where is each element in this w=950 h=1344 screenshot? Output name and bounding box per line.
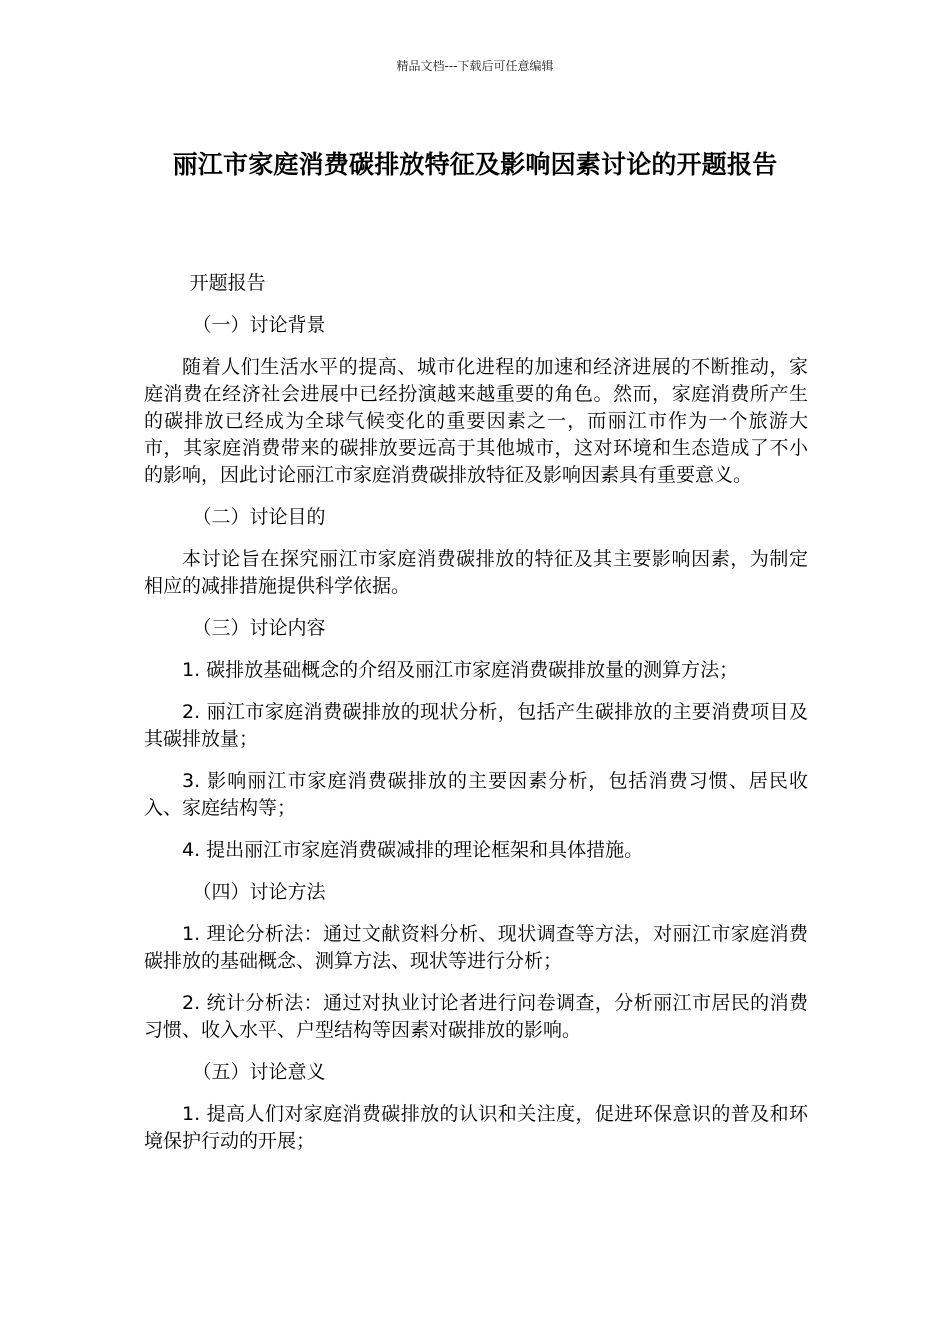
page-header-watermark: 精品文档---下载后可任意编辑 — [396, 59, 554, 73]
document-title: 丽江市家庭消费碳排放特征及影响因素讨论的开题报告 — [172, 150, 778, 179]
section-heading-significance: （五）讨论意义 — [192, 1061, 326, 1083]
method-item-1: 1. 理论分析法：通过文献资料分析、现状调查等方法，对丽江市家庭消费碳排放的基础概念、测算方法、现状等进行分析； — [144, 923, 808, 972]
content-item-4: 4. 提出丽江市家庭消费碳减排的理论框架和具体措施。 — [182, 839, 644, 861]
report-label: 开题报告 — [189, 272, 266, 294]
section-heading-purpose: （二）讨论目的 — [192, 506, 326, 528]
significance-item-1: 1. 提高人们对家庭消费碳排放的认识和关注度，促进环保意识的普及和环境保护行动的开展； — [144, 1103, 808, 1152]
section-heading-content: （三）讨论内容 — [192, 617, 326, 639]
document-body — [144, 270, 808, 1170]
content-item-1: 1. 碳排放基础概念的介绍及丽江市家庭消费碳排放量的测算方法； — [182, 659, 739, 681]
background-paragraph: 随着人们生活水平的提高、城市化进程的加速和经济进展的不断推动，家庭消费在经济社会进展中已经扮演越来越重要的角色。然而，家庭消费所产生的碳排放已经成为全球气候变化的重要因素之一，而丽江市作为一个旅游大市，其家庭消费带来的碳排放要远高于其他城市，这对环境和生态造成了不小的影响，因此讨论丽江市家庭消费碳排放特征及影响因素具有重要意义。 — [144, 356, 808, 486]
section-heading-method: （四）讨论方法 — [192, 881, 326, 903]
purpose-paragraph: 本讨论旨在探究丽江市家庭消费碳排放的特征及其主要影响因素，为制定相应的减排措施提供科学依据。 — [144, 548, 808, 597]
section-heading-background: （一）讨论背景 — [192, 314, 326, 336]
content-item-2: 2. 丽江市家庭消费碳排放的现状分析，包括产生碳排放的主要消费项目及其碳排放量； — [144, 701, 808, 750]
method-item-2: 2. 统计分析法：通过对执业讨论者进行问卷调查，分析丽江市居民的消费习惯、收入水平、户型结构等因素对碳排放的影响。 — [144, 992, 808, 1041]
content-item-3: 3. 影响丽江市家庭消费碳排放的主要因素分析，包括消费习惯、居民收入、家庭结构等； — [144, 770, 808, 819]
